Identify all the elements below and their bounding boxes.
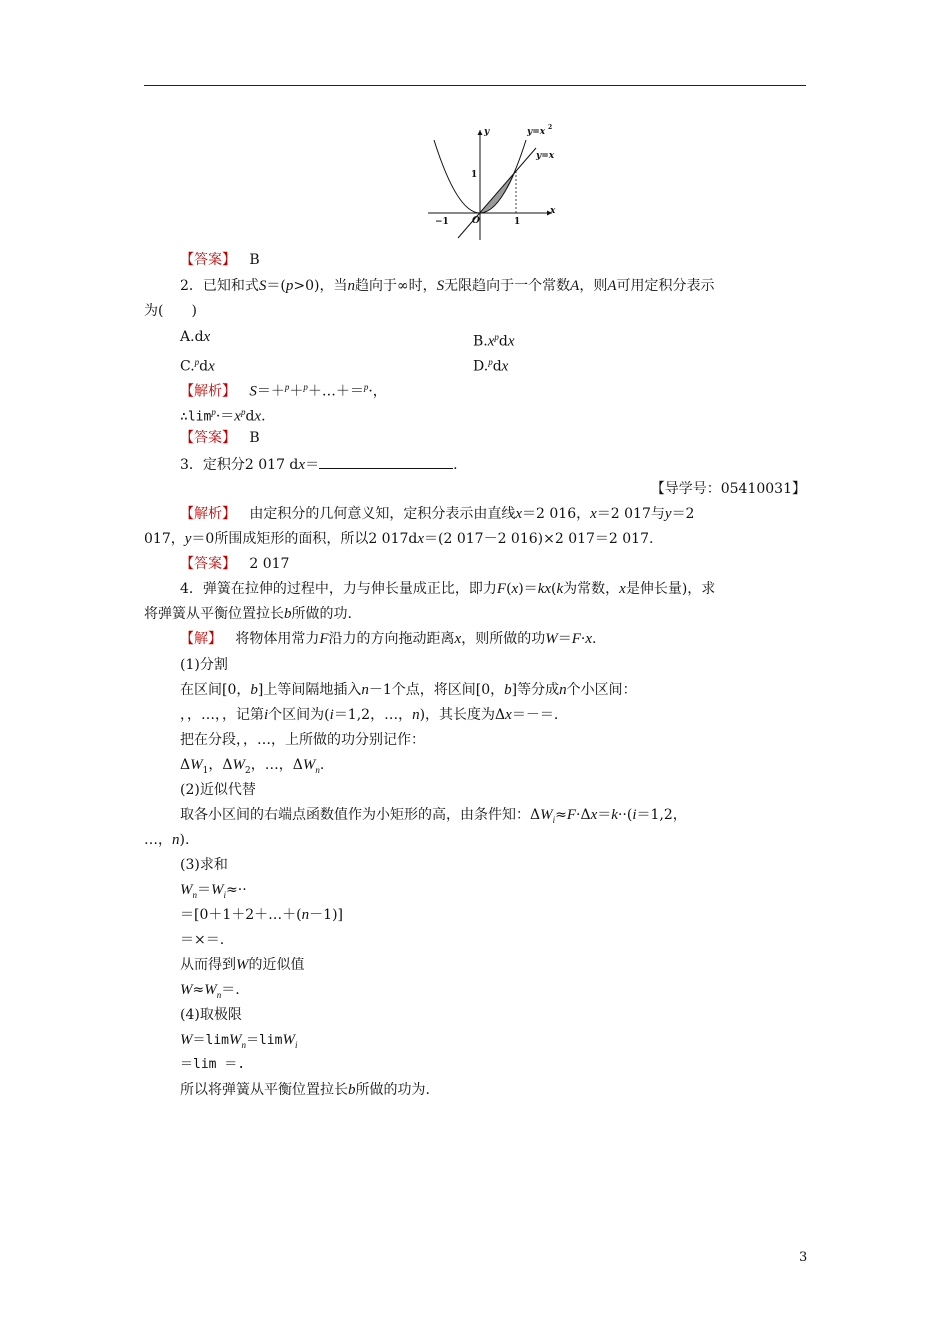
s3-var: n <box>301 907 310 923</box>
option-d-var: x <box>501 358 509 375</box>
s2-var: W <box>540 807 553 823</box>
option-a-var: x <box>203 329 211 345</box>
s4-text: ＝lim <box>245 1033 283 1048</box>
step-3-line-3: ＝×＝. <box>180 932 225 948</box>
q4-text: 是伸长量)，求 <box>625 581 716 597</box>
option-c-text: d <box>199 358 209 375</box>
an2-text: . <box>261 408 266 425</box>
s1-var: i <box>264 707 269 723</box>
an2-text: ∴lim <box>180 409 212 425</box>
s2-var: i <box>632 807 637 823</box>
an3-text: ＝0所围成矩形的面积，所以2 017d <box>191 531 418 547</box>
q4-text: 为常数， <box>563 581 620 597</box>
q2-var: n <box>347 278 355 294</box>
page-number: 3 <box>799 1250 808 1265</box>
s1-text: ，Δ <box>208 757 233 773</box>
an2-var: x <box>254 408 262 425</box>
parabola-label-exponent: 2 <box>548 124 553 131</box>
sol-text: 沿力的方向拖动距离 <box>328 631 455 647</box>
s1-var: W <box>232 757 245 773</box>
line-label: y=x <box>536 151 555 161</box>
option-d-text: d <box>492 358 502 375</box>
answer-2 <box>180 429 260 447</box>
q2-text: >0)，当 <box>293 278 348 294</box>
option-b-var: x <box>507 333 515 350</box>
q3-text: 3．定积分2 017 d <box>180 457 299 473</box>
option-c[interactable] <box>180 353 215 376</box>
q2-var: S <box>258 278 267 294</box>
step-1-line-2 <box>180 706 558 724</box>
line-y-equals-x <box>458 148 536 238</box>
q4-text: ( <box>506 581 512 597</box>
option-b-var: x <box>487 333 495 350</box>
s1-var: b <box>504 682 512 698</box>
s2-text: ). <box>179 832 190 848</box>
step-4-line-1 <box>180 1031 297 1054</box>
s3-text: ＝. <box>221 982 240 998</box>
an3-text: 由定积分的几何意义知，定积分表示由直线 <box>249 506 516 522</box>
parabola-label: y=x <box>527 127 546 137</box>
s4-var: W <box>180 1032 193 1048</box>
origin-label: O <box>472 216 480 226</box>
sol-var: F <box>319 631 329 647</box>
answer-tag: 【答案】 <box>180 556 236 572</box>
s1-text: ＝－＝. <box>511 707 559 723</box>
q2-text: 趋向于∞时， <box>355 278 437 294</box>
sol-var: F <box>571 631 581 647</box>
s3-var: W <box>180 982 193 998</box>
q2-text: ) <box>191 303 197 319</box>
answer-2-value: B <box>249 430 260 446</box>
s1-text: 个小区间： <box>566 682 637 698</box>
q4-var: x <box>544 581 552 597</box>
analysis-tag: 【解析】 <box>180 383 236 400</box>
solution-tag: 【解】 <box>180 631 222 647</box>
s2-sub: i <box>552 814 556 825</box>
s3-var: W <box>204 982 217 998</box>
s1-var: i <box>329 707 334 723</box>
option-d-exp: p <box>488 357 493 367</box>
s1-sub: 1 <box>202 765 209 776</box>
an2-var: S <box>249 383 257 400</box>
s4-sub: i <box>294 1039 298 1050</box>
option-a-label: A. <box>180 329 195 345</box>
sol-text: 将物体用常力 <box>235 631 320 647</box>
answer-1-value: B <box>249 252 260 268</box>
q4-var: k <box>556 581 564 597</box>
option-b[interactable] <box>473 328 515 351</box>
step-4-line-2: ＝lim ＝. <box>180 1057 246 1072</box>
s3-text: 的近似值 <box>248 957 305 973</box>
s2-var: k <box>611 807 618 823</box>
q4-var: F <box>496 581 507 597</box>
s1-sub: n <box>315 764 320 775</box>
y-tick-1: 1 <box>471 170 478 180</box>
option-c-exp: p <box>194 357 200 367</box>
s2-text: ＝ <box>597 807 612 823</box>
step-3-line-2 <box>180 906 343 924</box>
an3-text: ＝(2 017－2 016)×2 017＝2 017. <box>424 531 654 547</box>
s4-text: 所以将弹簧从平衡位置拉长 <box>180 1082 348 1098</box>
q3-answer-blank[interactable] <box>319 454 453 469</box>
an3-var: y <box>184 531 192 547</box>
s2-text: ≈ <box>555 807 567 823</box>
option-c-label: C. <box>180 358 195 375</box>
an2-exp: p <box>363 382 369 392</box>
s2-text: ＝1,2， <box>636 807 687 823</box>
step-3-line-1 <box>180 881 247 904</box>
q3-text: . <box>453 457 458 473</box>
question-2-line-1 <box>180 277 715 295</box>
s1-var: x <box>505 707 512 723</box>
q2-var: S <box>436 278 445 294</box>
q4-var: x <box>619 581 626 597</box>
parabola-line-graph <box>418 120 568 245</box>
answer-3 <box>180 555 289 573</box>
answer-tag: 【答案】 <box>180 430 236 446</box>
q2-var: A <box>570 278 580 294</box>
q4-text: )＝ <box>518 581 538 597</box>
q4-text: 4．弹簧在拉伸的过程中，力与伸长量成正比，即力 <box>180 581 497 597</box>
option-a[interactable] <box>180 328 210 346</box>
answer-3-value: 2 017 <box>249 556 290 572</box>
analysis-2-line-1 <box>180 378 387 401</box>
an2-var: x <box>234 408 241 425</box>
s1-text: ]等分成 <box>511 682 560 698</box>
s1-var: n <box>559 682 567 698</box>
q2-text: ＝( <box>266 278 286 294</box>
analysis-3-line-1 <box>180 505 694 523</box>
s1-var: b <box>250 682 258 698</box>
question-3 <box>180 454 458 474</box>
step-2-line-2 <box>144 831 189 849</box>
s3-sub: i <box>223 889 227 900</box>
s1-text: －1个点，将区间[0， <box>368 682 505 698</box>
header-rule <box>144 85 806 86</box>
an2-exp: p <box>303 382 308 392</box>
s1-text: 个区间为( <box>268 707 330 723</box>
an2-text: ＋…＋＝ <box>307 383 364 400</box>
s4-var: W <box>228 1032 242 1048</box>
s4-var: b <box>348 1082 356 1098</box>
q2-text: 无限趋向于一个常数 <box>444 278 571 294</box>
answer-tag: 【答案】 <box>180 252 236 268</box>
step-4-line-3 <box>180 1081 430 1099</box>
s1-text: ]上等间隔地插入 <box>257 682 362 698</box>
s3-sub: n <box>216 989 222 1000</box>
s3-text: ≈·· <box>226 882 247 898</box>
sol-text: . <box>592 631 597 647</box>
an3-text: 017， <box>144 531 185 547</box>
step-4-heading: (4)取极限 <box>180 1007 242 1023</box>
guide-number: 【导学号：05410031】 <box>650 481 806 497</box>
analysis-3-line-2 <box>144 530 653 548</box>
q4-text: 所做的功. <box>291 606 352 622</box>
s2-text: ·Δ <box>576 807 591 823</box>
s2-var: F <box>566 807 577 823</box>
analysis-tag: 【解析】 <box>180 506 236 522</box>
s1-text: ，…，Δ <box>250 757 303 773</box>
step-2-heading: (2)近似代替 <box>180 782 256 798</box>
sol-text: ，则所做的功 <box>461 631 546 647</box>
s3-var: W <box>236 957 249 973</box>
s1-var: n <box>412 707 420 723</box>
an3-var: x <box>515 506 523 522</box>
analysis-2-line-2 <box>180 403 266 427</box>
s1-text: Δ <box>180 757 191 773</box>
q2-text: 为( <box>144 303 164 319</box>
y-axis-arrow-icon <box>478 130 483 135</box>
s3-var: W <box>180 882 193 898</box>
option-b-label: B. <box>473 333 488 350</box>
s2-text: 取各小区间的右端点函数值作为小矩形的高，由条件知：Δ <box>180 807 541 823</box>
s1-var: W <box>190 757 203 773</box>
s3-text: ＝[0＋1＋2＋…＋( <box>180 907 302 923</box>
option-a-text: d <box>194 329 204 345</box>
question-4-line-2 <box>144 605 352 623</box>
solution-line-1 <box>180 630 596 648</box>
sol-var: x <box>585 631 592 647</box>
q2-var: p <box>285 278 294 294</box>
step-3-line-4 <box>180 956 305 974</box>
s3-sub: n <box>192 889 197 900</box>
graph-figure <box>418 120 568 245</box>
q3-text: ＝ <box>305 457 320 473</box>
an2-exp: p <box>240 407 246 417</box>
s4-sub: n <box>241 1039 246 1050</box>
sol-text: ＝ <box>557 631 572 647</box>
x-axis-label: x <box>550 206 556 216</box>
s1-text: ，，…，，记第 <box>180 707 264 723</box>
step-2-line-1 <box>180 806 687 829</box>
s1-text: ＝1,2，…， <box>333 707 413 723</box>
option-c-var: x <box>208 358 215 375</box>
s4-var: W <box>282 1032 295 1048</box>
s3-text: 从而得到 <box>180 957 236 973</box>
q4-text: 将弹簧从平衡位置拉长 <box>144 606 284 622</box>
an2-exp: p <box>211 407 216 417</box>
s1-var: W <box>302 757 316 773</box>
an3-var: x <box>590 506 597 522</box>
option-b-exp: p <box>494 332 499 342</box>
step-3-heading: (3)求和 <box>180 857 228 873</box>
s3-text: ＝ <box>197 882 211 898</box>
s2-text: ··( <box>617 807 633 823</box>
an2-text: d <box>245 408 255 425</box>
q2-text: ，则 <box>579 278 608 294</box>
an2-text: ＝＋ <box>256 383 285 400</box>
answer-1 <box>180 251 260 269</box>
s1-text: . <box>319 757 325 773</box>
option-d[interactable] <box>473 353 508 376</box>
an2-text: ·， <box>368 383 387 400</box>
s1-text: 在区间[0， <box>180 682 251 698</box>
s1-var: n <box>361 682 369 698</box>
an2-text: ＋ <box>289 383 304 400</box>
q4-var: x <box>511 581 519 597</box>
an2-text: ·＝ <box>215 408 235 425</box>
an3-var: y <box>664 506 672 522</box>
s4-text: 所做的功为. <box>355 1082 430 1098</box>
step-1-line-4 <box>180 756 324 780</box>
q4-var: k <box>537 581 545 597</box>
question-2-line-2 <box>144 302 197 320</box>
q2-text: 可用定积分表示 <box>616 278 715 294</box>
step-1-line-3: 把在分段，，…，上所做的功分别记作： <box>180 732 425 748</box>
s3-text: ≈ <box>192 982 205 998</box>
x-tick-minus-1: −1 <box>435 217 449 227</box>
s1-text: )，其长度为Δ <box>419 707 506 723</box>
s1-sub: 2 <box>244 765 251 776</box>
s3-var: W <box>211 882 224 898</box>
an3-text: ＝2 016， <box>522 506 591 522</box>
y-axis-label: y <box>484 127 490 137</box>
sol-text: · <box>580 631 586 647</box>
option-b-text: d <box>498 333 508 350</box>
step-1-heading: (1)分割 <box>180 657 228 673</box>
q3-var: x <box>298 457 306 473</box>
s2-text: …， <box>144 832 172 848</box>
an2-exp: p <box>284 382 290 392</box>
an3-text: ＝2 <box>671 506 695 522</box>
x-tick-1: 1 <box>514 217 521 227</box>
s2-var: x <box>590 807 598 823</box>
q2-var: A <box>607 278 617 294</box>
question-4-line-1 <box>180 580 715 598</box>
s3-text: －1)] <box>309 907 343 923</box>
an3-text: ＝2 017与 <box>596 506 665 522</box>
step-1-line-1 <box>180 681 637 699</box>
s4-text: ＝lim <box>192 1033 229 1048</box>
step-3-line-5 <box>180 981 240 1004</box>
option-d-label: D. <box>473 358 489 375</box>
sol-var: W <box>545 631 558 647</box>
sol-var: x <box>454 631 462 647</box>
q4-var: b <box>284 606 292 622</box>
s2-var: n <box>172 832 180 848</box>
q4-text: ( <box>551 581 557 597</box>
an3-var: x <box>417 531 425 547</box>
q2-text: 2．已知和式 <box>180 278 259 294</box>
